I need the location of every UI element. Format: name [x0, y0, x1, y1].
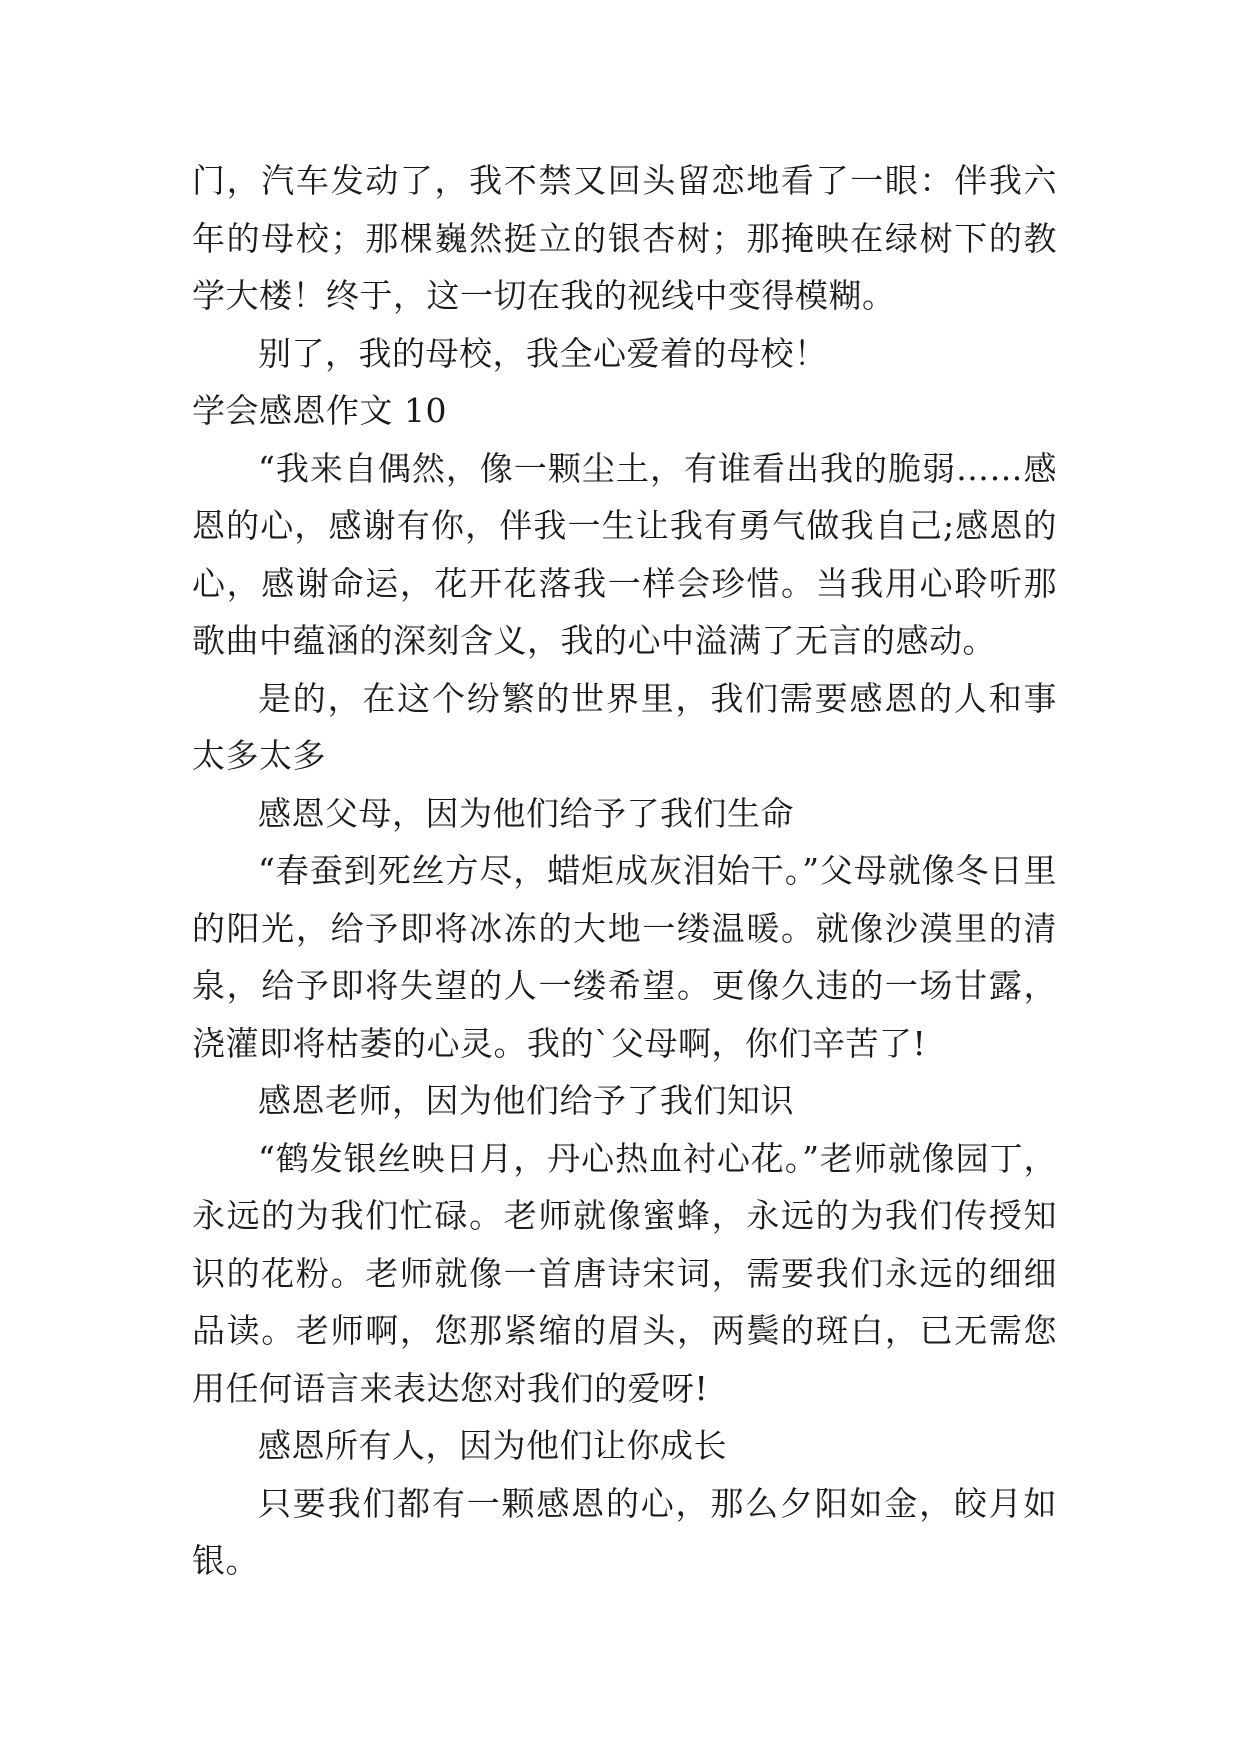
paragraph-song-quote: “我来自偶然，像一颗尘土，有谁看出我的脆弱……感恩的心，感谢有你，伴我一生让我有勇气做我自己;感恩的心，感谢命运，花开花落我一样会珍惜。当我用心聆听那歌曲中蕴涵的深刻含义，我的心中溢满了无言的感动。: [192, 448, 1057, 660]
paragraph-everyone-heading: 感恩所有人，因为他们让你成长: [258, 1426, 727, 1465]
paragraph-closing: 只要我们都有一颗感恩的心，那么夕阳如金，皎月如银。: [192, 1483, 1057, 1580]
paragraph-intro: 是的，在这个纷繁的世界里，我们需要感恩的人和事太多太多: [192, 678, 1057, 775]
paragraph-parents-body: “春蚕到死丝方尽，蜡炬成灰泪始干。”父母就像冬日里的阳光，给予即将冰冻的大地一缕温暖。就像沙漠里的清泉，给予即将失望的人一缕希望。更像久违的一场甘露，浇灌即将枯萎的心灵。我的`父母啊，你们辛苦了!: [192, 851, 1057, 1063]
paragraph-farewell: 别了，我的母校，我全心爱着的母校！: [258, 333, 828, 373]
paragraph-parents-heading: 感恩父母，因为他们给予了我们生命: [258, 793, 794, 833]
document-body: [192, 152, 1057, 1590]
essay-heading: 学会感恩作文 10: [192, 391, 447, 430]
paragraph-teachers-heading: 感恩老师，因为他们给予了我们知识: [258, 1081, 794, 1120]
paragraph-continuation: 门，汽车发动了，我不禁又回头留恋地看了一眼：伴我六年的母校；那棵巍然挺立的银杏树；那掩映在绿树下的教学大楼！终于，这一切在我的视线中变得模糊。: [192, 161, 1057, 315]
paragraph-teachers-body: “鹤发银丝映日月，丹心热血衬心花。”老师就像园丁，永远的为我们忙碌。老师就像蜜蜂，永远的为我们传授知识的花粉。老师就像一首唐诗宋词，需要我们永远的细细品读。老师啊，您那紧缩的眉头，两鬓的斑白，已无需您用任何语言来表达您对我们的爱呀!: [192, 1138, 1057, 1408]
